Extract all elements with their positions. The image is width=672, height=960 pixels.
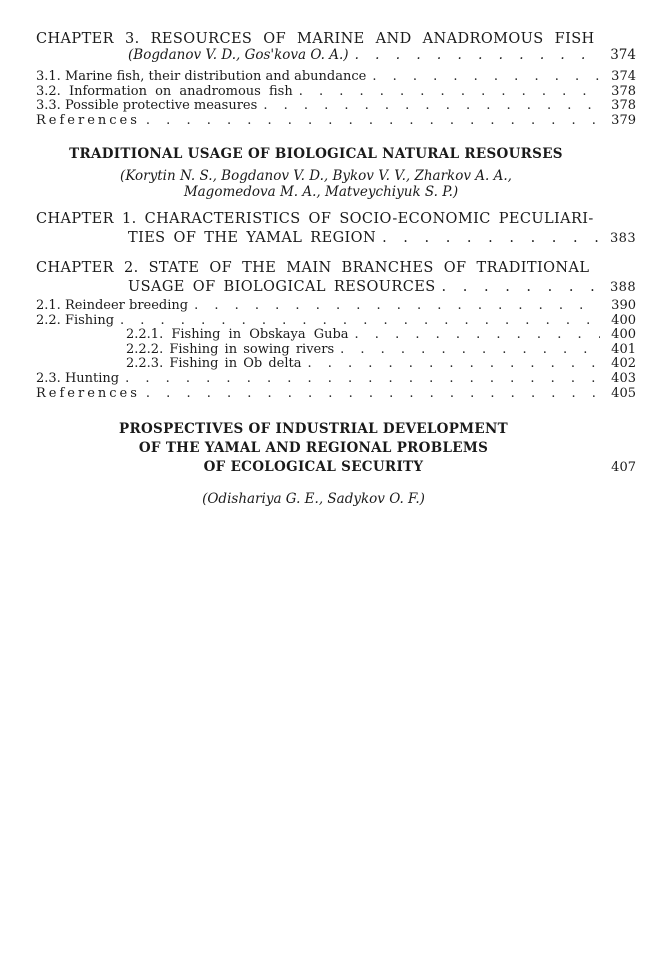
toc-row [36, 328, 636, 343]
dot-leader [355, 328, 600, 343]
toc-row [36, 70, 636, 85]
toc-row-page: 374 [611, 70, 636, 84]
chapter-3-items [36, 70, 636, 128]
chapter-3-page: 374 [610, 47, 636, 63]
dot-leader [372, 70, 600, 85]
section-title: TRADITIONAL USAGE OF BIOLOGICAL NATURAL RESOURSES [69, 146, 563, 162]
chapter-2-title: CHAPTER 2. STATE OF THE MAIN BRANCHES OF TRADITIONAL [36, 260, 590, 276]
chapter-1-title: CHAPTER 1. CHARACTERISTICS OF SOCIO-ECONOMIC PECULIARI- [36, 211, 594, 227]
dot-leader [340, 343, 600, 358]
toc-row-page: 402 [611, 357, 636, 372]
toc-row [36, 343, 636, 358]
dot-leader [146, 387, 600, 402]
toc-row [36, 372, 636, 387]
section-authors: (Odishariya G. E., Sadykov O. F.) [202, 491, 425, 507]
section-title-line2: OF THE YAMAL AND REGIONAL PROBLEMS [138, 440, 489, 456]
toc-row-page: 400 [611, 328, 636, 343]
chapter-3-authors-row [36, 47, 636, 63]
toc-row-label: 3.1. Marine fish, their distribution and abundance [36, 70, 367, 84]
dot-leader [382, 229, 600, 247]
dot-leader [307, 357, 600, 372]
chapter-1-entry [36, 210, 636, 248]
toc-row [36, 387, 636, 402]
toc-row [36, 114, 636, 129]
toc-row-label: 2.2. Fishing [36, 313, 115, 328]
toc-row-page: 379 [611, 113, 636, 128]
chapter-1-title-row2 [36, 229, 636, 248]
toc-row-label: References [36, 386, 140, 401]
chapter-2-title-row2 [36, 278, 636, 297]
toc-row-label: 2.1. Reindeer breeding [36, 299, 189, 313]
toc-row [36, 299, 636, 314]
dot-leader [355, 47, 600, 63]
toc-row-label: 2.2.2. Fishing in sowing rivers [126, 342, 335, 357]
toc-row-page: 390 [611, 299, 636, 313]
toc-row-page: 378 [611, 99, 636, 114]
toc-row-label: 2.2.1. Fishing in Obskaya Guba [126, 328, 349, 343]
dot-leader [263, 99, 600, 114]
chapter-2-items [36, 299, 636, 401]
chapter-3-entry [36, 30, 636, 63]
section-page: 407 [611, 460, 636, 475]
dot-leader [125, 372, 600, 387]
dot-leader [194, 299, 600, 314]
toc-row [36, 85, 636, 100]
toc-row-label: 2.3. Hunting [36, 371, 120, 386]
chapter-2-page: 388 [610, 280, 636, 295]
toc-row [36, 314, 636, 329]
section-authors-line1: (Korytin N. S., Bogdanov V. D., Bykov V. V., Zharkov A. A., [120, 168, 512, 184]
dot-leader [299, 85, 600, 100]
toc-row-page: 405 [611, 386, 636, 401]
chapter-1-page: 383 [610, 231, 636, 246]
toc-row-label: 3.2. Information on anadromous fish [36, 84, 293, 99]
dot-leader [146, 114, 600, 129]
dot-leader [120, 314, 600, 329]
chapter-2-entry [36, 259, 636, 297]
section-title-line1: PROSPECTIVES OF INDUSTRIAL DEVELOPMENT [119, 421, 508, 437]
dot-leader [442, 278, 600, 296]
section-title-line3: OF ECOLOGICAL SECURITY [203, 459, 424, 475]
section-authors-line2: Magomedova M. A., Matveychiyuk S. P.) [183, 184, 459, 200]
toc-row-page: 378 [611, 84, 636, 99]
toc-row-label: 2.2.3. Fishing in Ob delta [126, 357, 302, 372]
chapter-1-title-cont: TIES OF THE YAMAL REGION [128, 230, 377, 246]
toc-row-label: References [36, 113, 140, 128]
toc-row-page: 400 [611, 313, 636, 328]
toc-row-label: 3.3. Possible protective measures [36, 99, 258, 114]
chapter-2-title-cont: USAGE OF BIOLOGICAL RESOURCES [128, 279, 436, 295]
toc-row [36, 357, 636, 372]
toc-row-page: 403 [611, 371, 636, 386]
chapter-3-title: CHAPTER 3. RESOURCES OF MARINE AND ANADROMOUS FISH [36, 31, 595, 47]
toc-row-page: 401 [611, 342, 636, 357]
chapter-3-authors: (Bogdanov V. D., Gos'kova O. A.) [128, 47, 349, 63]
section-traditional-usage [36, 146, 596, 200]
toc-row [36, 99, 636, 114]
